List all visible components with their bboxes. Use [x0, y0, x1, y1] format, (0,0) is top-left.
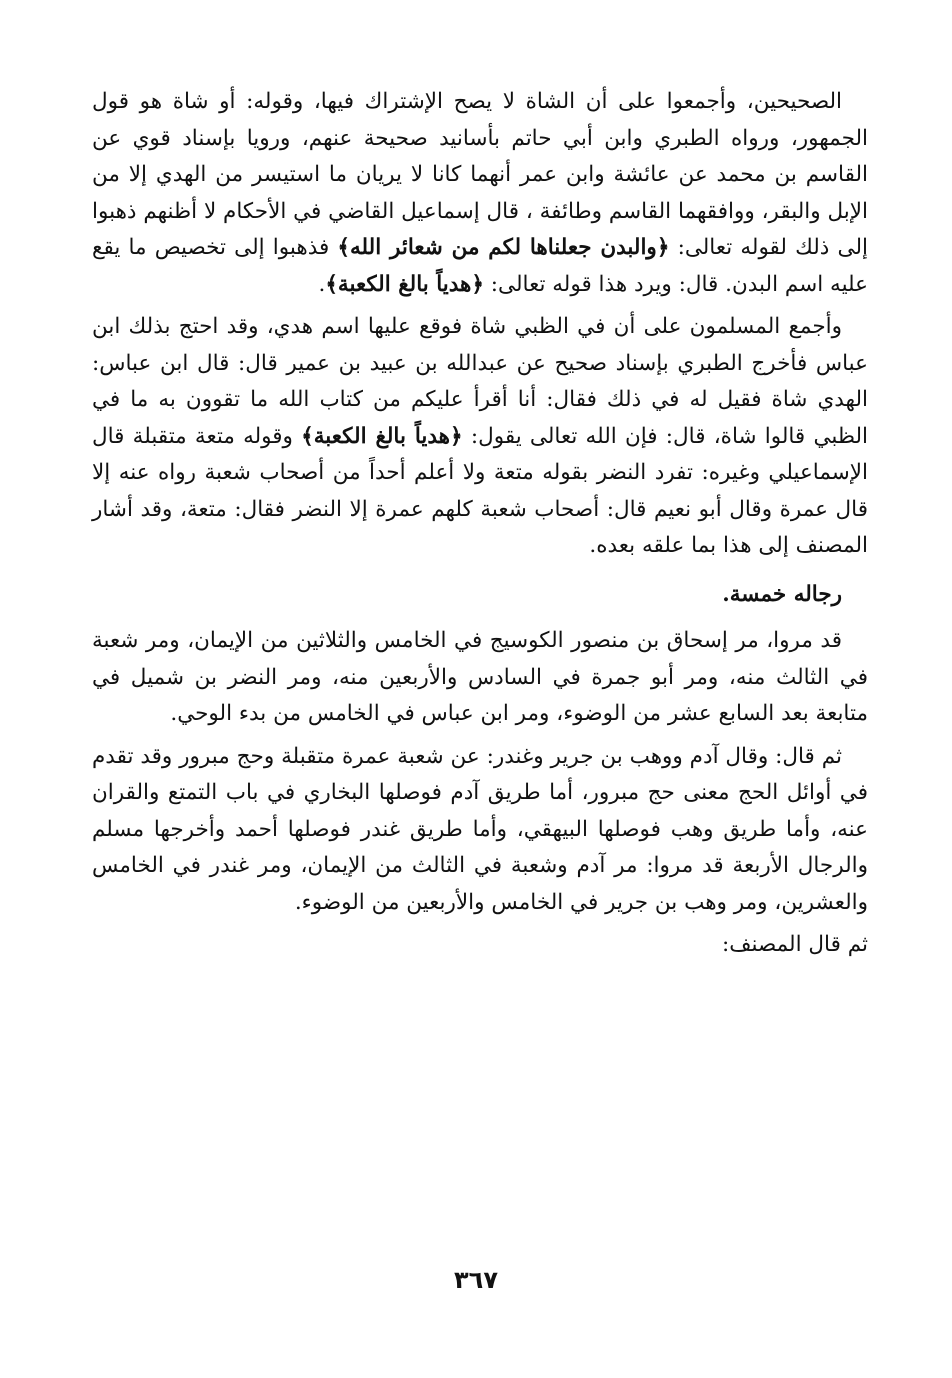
- paragraph-text: ثم قال المصنف:: [722, 932, 868, 957]
- paragraph-p4: [92, 739, 868, 922]
- paragraph-p2: [92, 309, 868, 565]
- body-text: [92, 84, 868, 970]
- quran-quote: ﴿هدياً بالغ الكعبة﴾: [325, 271, 484, 297]
- paragraph-text: وقوله متعة متقبلة قال الإسماعيلي وغيره: تفرد النضر بقوله متعة ولا أعلم أحداً من أصحاب شعبة رواه عنه إلا قال عمرة وقال أبو نعيم قال: أصحاب شعبة كلهم عمرة إلا النضر فقال: متعة، وقد أشار المصنف إلى هذا بما علقه بعده.: [92, 423, 868, 558]
- paragraph-text: وأجمع المسلمون على أن في الظبي شاة فوقع عليها اسم هدي، وقد احتج بذلك ابن عباس فأخرج الطبري بإسناد صحيح عن عبدالله بن عبيد بن عمير قال: قال ابن عباس: الهدي شاة فقيل له في ذلك فقال: أنا أقرأ عليكم من كتاب الله ما تقوون به ما في الظبي قالوا شاة، قال: فإن الله تعالى يقول:: [92, 314, 869, 449]
- commentary-section: [92, 84, 868, 565]
- paragraph-text: قد مروا، مر إسحاق بن منصور الكوسيج في الخامس والثلاثين من الإيمان، ومر شعبة في الثالث منه، ومر أبو جمرة في السادس والأربعين منه، ومر النضر بن شميل في متابعة بعد السابع عشر من الوضوء، ومر ابن عباس في الخامس من بدء الوحي.: [92, 628, 868, 726]
- narrators-heading: رجاله خمسة.: [722, 581, 842, 607]
- paragraph-text: فذهبوا إلى تخصيص ما يقع عليه اسم البدن. قال: ويرد هذا قوله تعالى:: [92, 235, 868, 297]
- paragraph-p3: [92, 623, 868, 733]
- quran-quote: ﴿والبدن جعلناها لكم من شعائر الله﴾: [337, 235, 670, 260]
- page-number: ٣٦٧: [454, 1266, 498, 1294]
- paragraph-text: ثم قال: وقال آدم ووهب بن جرير وغندر: عن شعبة عمرة متقبلة وحج مبرور وقد تقدم في أوائل الحج معنى حج مبرور، أما طريق آدم فوصلها البخاري في باب التمتع والقران عنه، وأما طريق وهب فوصلها البيهقي، وأما طريق غندر فوصلها أحمد وأخرجها مسلم والرجال الأربعة قد مروا: مر آدم وشعبة في الثالث من الإيمان، ومر غندر في الخامس والعشرين، ومر وهب بن جرير في الخامس والأربعين من الوضوء.: [92, 743, 868, 915]
- paragraph-p1: [92, 84, 868, 303]
- quran-quote: ﴿هدياً بالغ الكعبة﴾: [301, 423, 463, 449]
- paragraph-text: .: [318, 271, 326, 297]
- narrators-section: [92, 623, 868, 964]
- paragraph-p5: [92, 927, 868, 964]
- paragraph-text: الصحيحين، وأجمعوا على أن الشاة لا يصح الإشتراك فيها، وقوله: أو شاة هو قول الجمهور، ورواه الطبري وابن أبي حاتم بأسانيد صحيحة عنهم، ورويا بإسناد قوي عن القاسم بن محمد عن عائشة وابن عمر أنهما كانا لا يريان ما استيسر من الهدي إلا من الإبل والبقر، ووافقهما القاسم وطائفة ، قال إسماعيل القاضي في الأحكام لا أظنهم ذهبوا إلى ذلك لقوله تعالى:: [92, 89, 868, 260]
